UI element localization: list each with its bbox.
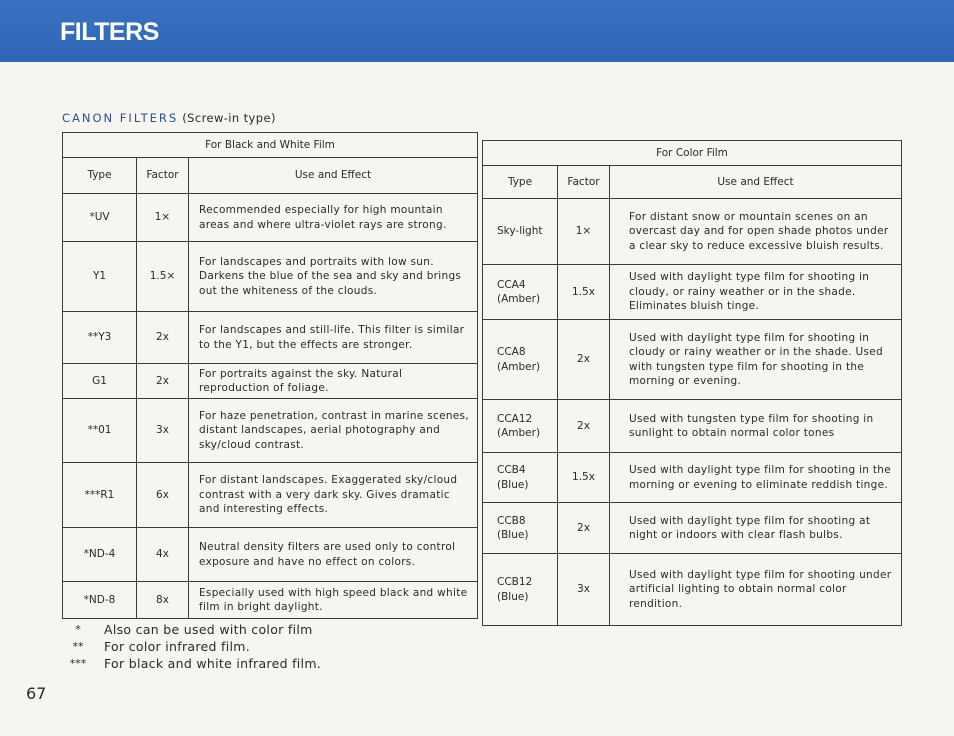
col-header-type: Type [483,166,558,199]
col-header-type: Type [63,158,137,194]
filter-use: Used with daylight type film for shooting at night or indoors with clear flash bulbs. [610,503,902,554]
filter-factor: 4x [137,528,189,582]
page-number: 67 [26,684,47,703]
table-row [483,199,902,265]
filter-factor: 2x [558,400,610,453]
color-table-title: For Color Film [483,141,902,166]
filter-type: CCB4 (Blue) [483,453,558,503]
footnote-mark: ** [72,640,84,653]
filter-factor: 3x [137,399,189,463]
filter-factor: 2x [558,503,610,554]
filter-type: *ND-8 [63,582,137,619]
filter-type: CCB8 (Blue) [483,503,558,554]
filter-type: CCA12 (Amber) [483,400,558,453]
filter-factor: 1.5x [558,453,610,503]
filter-use: For landscapes and portraits with low sun. Darkens the blue of the sea and sky and brings out the whiteness of the clouds. [189,242,478,312]
table-row [63,364,478,399]
bw-table-title: For Black and White Film [63,133,478,158]
filter-type: **01 [63,399,137,463]
footnote [52,638,321,655]
filter-use: For haze penetration, contrast in marine scenes, distant landscapes, aerial photography and sky/cloud contrast. [189,399,478,463]
filter-type: **Y3 [63,312,137,364]
table-row [483,320,902,400]
filter-use: Especially used with high speed black and white film in bright daylight. [189,582,478,619]
filter-use: Used with daylight type film for shooting in cloudy or rainy weather or in the shade. Used with tungsten type film for shooting in the morning or evening. [610,320,902,400]
page-title: FILTERS [60,18,159,46]
filter-factor: 1.5× [137,242,189,312]
filter-factor: 2x [558,320,610,400]
filter-type: ***R1 [63,463,137,528]
filter-factor: 8x [137,582,189,619]
section-subtitle [62,111,276,125]
footnote [52,655,321,672]
color-filter-table [482,140,902,626]
filter-type: Y1 [63,242,137,312]
filter-use: For distant snow or mountain scenes on an overcast day and for open shade photos under a clear sky to reduce excessive bluish results. [610,199,902,265]
filter-factor: 2x [137,364,189,399]
filter-use: For portraits against the sky. Natural reproduction of foliage. [189,364,478,399]
table-row [63,242,478,312]
filter-use: Used with daylight type film for shooting in cloudy, or rainy weather or in the shade. Eliminates bluish tinge. [610,265,902,320]
col-header-factor: Factor [137,158,189,194]
table-row [63,582,478,619]
col-header-use: Use and Effect [189,158,478,194]
footnote-mark: * [75,623,81,636]
filter-use: Used with daylight type film for shooting under artificial lighting to obtain normal color rendition. [610,554,902,626]
filter-factor: 1.5x [558,265,610,320]
filter-factor: 1× [137,194,189,242]
footnote [52,621,321,638]
footnotes [52,621,321,672]
filter-type: *ND-4 [63,528,137,582]
table-row [483,265,902,320]
table-row [483,453,902,503]
filter-factor: 3x [558,554,610,626]
table-row [63,528,478,582]
table-row [63,312,478,364]
filter-use: Neutral density filters are used only to control exposure and have no effect on colors. [189,528,478,582]
filter-use: Used with tungsten type film for shooting in sunlight to obtain normal color tones [610,400,902,453]
filter-factor: 2x [137,312,189,364]
footnote-mark: *** [69,657,87,670]
filter-use: For distant landscapes. Exaggerated sky/cloud contrast with a very dark sky. Gives dramatic and interesting effects. [189,463,478,528]
table-row [63,194,478,242]
filter-use: Used with daylight type film for shooting in the morning or evening to eliminate reddish tinge. [610,453,902,503]
filter-type: Sky-light [483,199,558,265]
filter-type: CCA8 (Amber) [483,320,558,400]
bw-filter-table [62,132,478,619]
brand-label: CANON FILTERS [62,111,179,125]
table-row [483,503,902,554]
table-row [483,400,902,453]
filter-type: CCB12 (Blue) [483,554,558,626]
header-banner [0,0,954,62]
filter-type: *UV [63,194,137,242]
footnote-text: For color infrared film. [104,639,251,654]
col-header-use: Use and Effect [610,166,902,199]
filter-factor: 6x [137,463,189,528]
footnote-text: Also can be used with color film [104,622,313,637]
table-row [63,463,478,528]
mount-type-label: (Screw-in type) [182,111,276,125]
filter-use: Recommended especially for high mountain areas and where ultra-violet rays are strong. [189,194,478,242]
table-row [483,554,902,626]
filter-type: G1 [63,364,137,399]
footnote-text: For black and white infrared film. [104,656,322,671]
filter-use: For landscapes and still-life. This filter is similar to the Y1, but the effects are stronger. [189,312,478,364]
filter-type: CCA4 (Amber) [483,265,558,320]
col-header-factor: Factor [558,166,610,199]
filter-factor: 1× [558,199,610,265]
table-row [63,399,478,463]
